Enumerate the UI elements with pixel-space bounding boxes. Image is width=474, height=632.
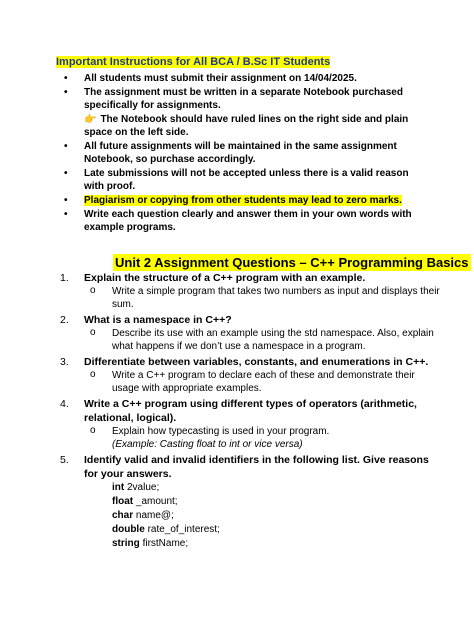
questions-list <box>60 270 440 551</box>
circle-bullet-icon: o <box>90 285 96 296</box>
bullet-icon: • <box>64 141 68 152</box>
unit-title: Unit 2 Assignment Questions – C++ Programming Basics <box>115 255 469 270</box>
question-1-sub: o Write a simple program that takes two numbers as input and displays their sum. <box>90 285 440 310</box>
notebook-note: 👉 The Notebook should have ruled lines on the right side and plain space on the left side. <box>84 114 409 138</box>
identifier-line: int 2value; <box>112 482 160 493</box>
list-item: • Write each question clearly and answer them in your own words with example programs. <box>64 209 412 233</box>
question-3: 3. Differentiate between variables, constants, and enumerations in C++. <box>60 356 429 368</box>
bullet-icon: • <box>64 168 68 179</box>
question-2-sub: o Describe its use with an example using the std namespace. Also, explain what happens if we don’t use a namespace in a program. <box>90 327 434 352</box>
list-item: • All future assignments will be maintained in the same assignment Notebook, so purchase accordingly. <box>64 141 397 165</box>
circle-bullet-icon: o <box>90 369 96 380</box>
question-2: 2. What is a namespace in C++? <box>60 314 232 326</box>
pointing-hand-icon: 👉 <box>84 114 97 125</box>
question-1: 1. Explain the structure of a C++ program with an example. <box>60 272 366 284</box>
question-3-sub: o Write a C++ program to declare each of these and demonstrate their usage with appropriate examples. <box>90 369 415 394</box>
list-item: • Late submissions will not be accepted unless there is a valid reason with proof. <box>64 168 409 192</box>
question-5: 5. Identify valid and invalid identifiers in the following list. Give reasons for your answers. <box>60 454 429 480</box>
bullet-icon: • <box>64 195 68 206</box>
identifier-line: double rate_of_interest; <box>112 524 220 535</box>
identifier-line: string firstName; <box>112 538 189 549</box>
identifier-line: char name@; <box>112 510 174 521</box>
circle-bullet-icon: o <box>90 327 96 338</box>
instructions-heading: Important Instructions for All BCA / B.Sc IT Students <box>56 56 331 68</box>
question-4-sub: o Explain how typecasting is used in your program. (Example: Casting float to int or vice versa) <box>90 425 330 450</box>
list-item-highlighted: • Plagiarism or copying from other students may lead to zero marks. <box>64 195 402 206</box>
list-item: • The assignment must be written in a separate Notebook purchased specifically for assignments. <box>64 87 403 111</box>
circle-bullet-icon: o <box>90 425 96 436</box>
list-item: • All students must submit their assignment on 14/04/2025. <box>64 73 357 84</box>
instructions-list <box>56 72 428 235</box>
bullet-icon: • <box>64 73 68 84</box>
bullet-icon: • <box>64 209 68 220</box>
identifier-line: float _amount; <box>112 496 178 507</box>
bullet-icon: • <box>64 87 68 98</box>
question-4-example: (Example: Casting float to int or vice versa) <box>112 439 303 450</box>
question-4: 4. Write a C++ program using different types of operators (arithmetic, relational, logical). <box>60 398 417 424</box>
